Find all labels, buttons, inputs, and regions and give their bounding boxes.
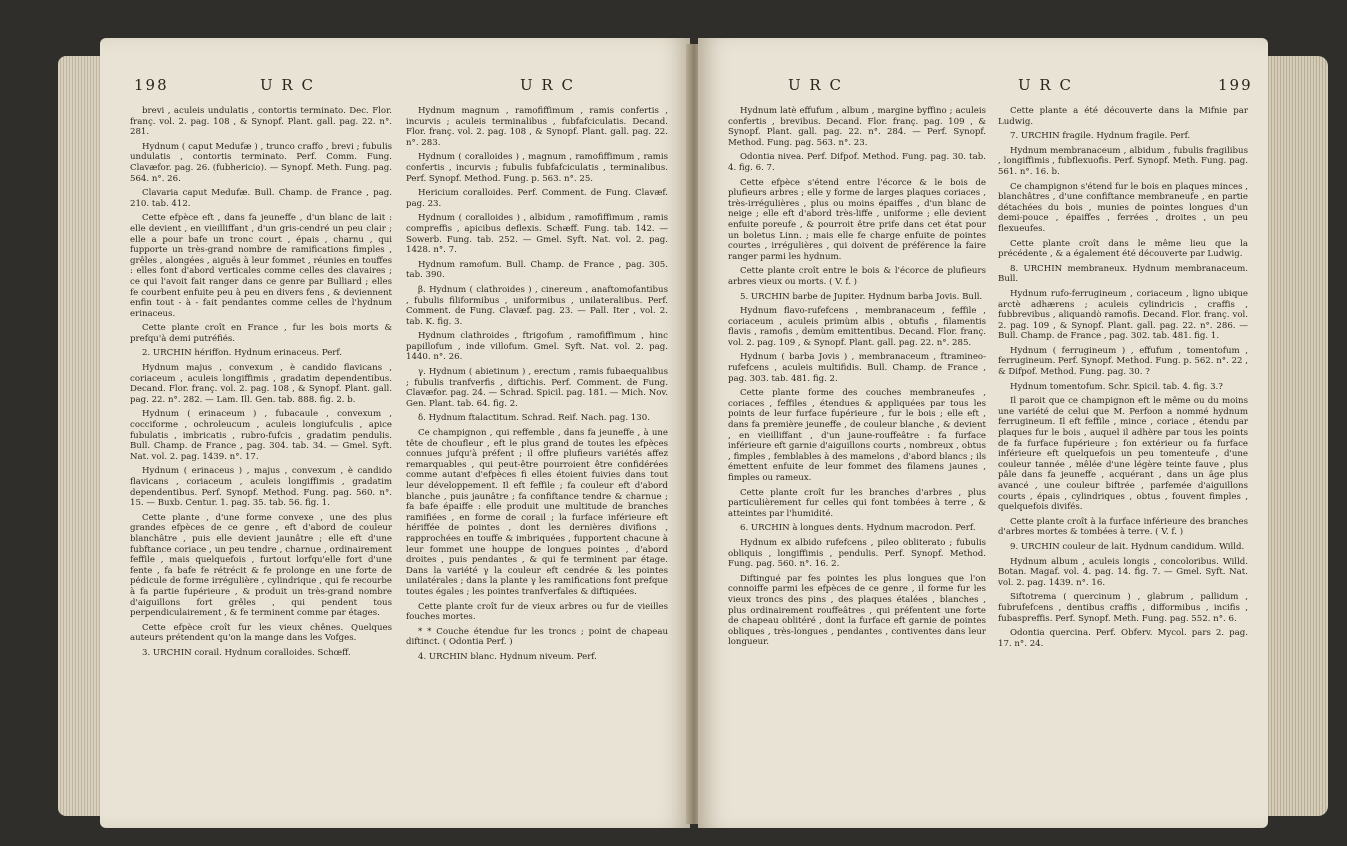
paragraph: Cette plante forme des couches membraneufes , coriaces , feffiles , étendues & appliquées par tous les points de leur furface fupérieure , fur le bois ; elle eft , dans fa première jeuneffe , de couleur blanche , & devient , en vieilliffant , d'un jaune-rouffeâtre : fa furface inférieure eft garnie d'aiguillons courts , nombreux , obtus , fimples , femblables à des mamelons , d'abord blancs ; ils émettent enfuite de leur fommet des filamens jaunes , fimples ou rameux. xyxy=(728,388,986,483)
paragraph: Hydnum ramofum. Bull. Champ. de France , pag. 305. tab. 390. xyxy=(406,259,668,281)
paragraph: Hydnum clathroides , ftrigofum , ramofiffimum , hinc papillofum , inde villofum. Gmel. Syft. Nat. vol. 2. pag. 1440. n°. 26. xyxy=(406,331,668,363)
paragraph: brevi , aculeis undulatis , contortis terminato. Dec. Flor. franç. vol. 2. pag. 108 , & Synopf. Plant. gall. pag. 22. n°. 281. xyxy=(130,106,392,138)
paragraph: Hydnum ( coralloides ) , magnum , ramofiffimum , ramis confertis , incurvis ; fubulis fubfafciculatis , terminalibus. Perf. Synopf. Method. Fung. p. 563. n°. 25. xyxy=(406,152,668,184)
left-column-1 xyxy=(130,106,392,663)
left-column-2 xyxy=(406,106,668,667)
paragraph: Hydnum latè effufum , album , margine byffino ; aculeis confertis , brevibus. Decand. Flor. franç. pag. 109 , & Synopf. Plant. gall. pag. 22. n°. 284. — Perf. Synopf. Method. Fung. pag. 563. n°. 23. xyxy=(728,106,986,148)
paragraph: Hydnum flavo-rufefcens , membranaceum , feffile , coriaceum , aculeis primùm albis , obtufis , filamentis flavis , ramofis , demùm emittentibus. Decand. Flor. franç. vol. 2. pag. 109 , & Synopf. Plant. gall. pag. 22. n°. 285. xyxy=(728,306,986,348)
paragraph: 4. URCHIN blanc. Hydnum niveum. Perf. xyxy=(418,651,597,662)
paragraph: * * Couche étendue fur les troncs ; point de chapeau diftinct. ( Odontia Perf. ) xyxy=(406,626,668,648)
paragraph: Cette plante croît fur de vieux arbres ou fur de vieilles fouches mortes. xyxy=(406,601,668,623)
paragraph: Odontia quercina. Perf. Obferv. Mycol. pars 2. pag. 17. n°. 24. xyxy=(998,628,1248,649)
paragraph: 8. URCHIN membraneux. Hydnum membranaceum. Bull. xyxy=(998,263,1248,285)
paragraph: Cette efpèce s'étend entre l'écorce & le bois de plufieurs arbres ; elle y forme de larges plaques coriaces , très-irrégulières , plus ou moins épaiffes , d'un blanc de neige ; elle eft d'abord très-liffe , uniforme ; elle devient enfuite poreufe , & pourroit être prife dans cet état pour un boletus Linn. ; mais elle fe charge enfuite de pointes courtes , irrégulières , qui doivent de préférence la faire ranger parmi les hydnum. xyxy=(728,177,986,262)
paragraph: Ce champignon s'étend fur le bois en plaques minces , blanchâtres , d'une confiftance membraneufe , en partie détachées du bois , munies de pointes longues d'un demi-pouce , épaiffes , ferrées , droites , un peu flexueufes. xyxy=(998,181,1248,234)
left-page-number: 198 xyxy=(134,76,169,94)
paragraph: 6. URCHIN à longues dents. Hydnum macrodon. Perf. xyxy=(740,523,976,534)
paragraph: Cette plante , d'une forme convexe , une des plus grandes efpèces de ce genre , eft d'abord de couleur blanchâtre , puis elle devient jaunâtre ; elle eft d'une fubftance coriace , un peu tendre , charnue , ordinairement feffile , mais quelquefois , furtout lorfqu'elle fort d'une fente , fa bafe fe rétrécit & fe prolonge en une forte de pédicule de forme irrégulière , cylindrique , qui fe recourbe à fa partie fupérieure , & produit un très-grand nombre d'aiguillons fort grêles , qui pendent tous perpendiculairement , & fe terminent comme par étages. xyxy=(130,512,392,619)
paragraph: 5. URCHIN barbe de Jupiter. Hydnum barba Jovis. Bull. xyxy=(740,291,983,302)
paragraph: Hydnum majus , convexum , è candido flavicans , coriaceum , aculeis longiffimis , gradatim dependentibus. Decand. Flor. franç. vol. 2. pag. 108 , & Synopf. Plant. gall. pag. 22. n°. 282. — Lam. Ill. Gen. tab. 888. fig. 2. b. xyxy=(130,363,392,405)
paragraph: Cette plante croît entre le bois & l'écorce de plufieurs arbres vieux ou morts. ( V. f. ) xyxy=(728,266,986,287)
paragraph: Hydnum ( erinaceum ) , fubacaule , convexum , cocciforme , ochroleucum , aculeis longiufculis , apice fubulatis , imbricatis , rubro-fufcis , gradatim pendulis. Bull. Champ. de France , pag. 304. tab. 34. — Gmel. Syft. Nat. vol. 2. pag. 1439. n°. 17. xyxy=(130,409,392,462)
paragraph: Hydnum magnum , ramofiffimum , ramis confertis , incurvis ; aculeis terminalibus , fubfafciculatis. Decand. Flor. franç. vol. 2. pag. 108 , & Synopf. Plant. gall. pag. 22. n°. 283. xyxy=(406,106,668,148)
paragraph: 2. URCHIN hériffon. Hydnum erinaceus. Perf. xyxy=(142,348,343,359)
left-running-head-b: U R C xyxy=(520,76,575,94)
paragraph: γ. Hydnum ( abietinum ) , erectum , ramis fubaequalibus ; fubulis tranfverfis , diftichis. Perf. Comment. de Fung. Clavæfor. pag. 24. — Schrad. Spicil. pag. 181. — Mich. Nov. Gen. Plant. tab. 64. fig. 2. xyxy=(406,367,668,409)
paragraph: Hydnum ex albido rufefcens , pileo obliterato ; fubulis obliquis , longiffimis , pendulis. Perf. Synopf. Method. Fung. pag. 560. n°. 16. 2. xyxy=(728,537,986,570)
right-page-number: 199 xyxy=(1218,76,1253,94)
paragraph: Hydnum rufo-ferrugineum , coriaceum , ligno ubique arctè adhærens ; aculeis cylindricis , craffis , fubbrevibus , aliquandò ramofis. Decand. Flor. franç. vol. 2. pag. 109 , & Synopf. Plant. gall. pag. 22. n°. 286. — Bull. Champ. de France , pag. 302. tab. 481. fig. 1. xyxy=(998,288,1248,342)
paragraph: Diftingué par fes pointes les plus longues que l'on connoiffe parmi les efpèces de ce genre , il forme fur les vieux troncs des pins , des plaques étalées , blanches , plus ordinairement rouffeâtres , qui préfentent une forte de chapeau oblitéré , dont la furface eft garnie de pointes obliques , très-longues , pendantes , contiventes dans leur longueur. xyxy=(728,573,986,648)
paragraph: 7. URCHIN fragile. Hydnum fragile. Perf. xyxy=(1010,131,1191,142)
paragraph: Ce champignon , qui reffemble , dans fa jeuneffe , à une tête de choufleur , eft le plus grand de toutes les efpèces connues jufqu'à préfent ; il offre plufieurs variétés affez remarquables , qui peut-être pourroient être confidérées comme autant d'efpèces fi elles étoient fuivies dans tout leur développement. Il eft feffile ; fa couleur eft d'abord blanche , puis jaunâtre ; fa confiftance tendre & charnue ; fa bafe épaiffe : elle produit une multitude de branches ramifiées , en forme de corail ; la furface inférieure eft hériffée de pointes , dont les dernières divifions , rapprochées en touffe & imbriquées , fupportent chacune à leur fommet une houppe de longues pointes , d'abord droites , puis pendantes , & qui fe terminent par étage. Dans la variété γ la couleur eft cendrée & les pointes unilatérales ; dans la plante γ les ramifications font prefque toutes égales ; les pointes tranfverfales & diftiquées. xyxy=(406,428,668,597)
paragraph: Siftotrema ( quercinum ) , glabrum , pallidum , fubrufefcens , dentibus craffis , difformibus , incifis , fubaspreffis. Perf. Synopf. Meth. Fung. pag. 552. n°. 6. xyxy=(998,592,1248,624)
paragraph: Cette efpèce eft , dans fa jeuneffe , d'un blanc de lait : elle devient , en vieilliffant , d'un gris-cendré un peu clair ; elle a pour bafe un tronc court , épais , charnu , qui fupporte un très-grand nombre de ramifications fimples , grêles , alongées , aiguës à leur fommet , réunies en touffes : elles font d'abord verticales comme celles des clavaires ; ce qui l'avoit fait ranger dans ce genre par Bulliard ; elles fe courbent enfuite peu à peu en divers fens , & deviennent enfin tout - à - fait pendantes comme celles de l'hydnum erinaceus. xyxy=(130,213,392,319)
right-page-edges xyxy=(1266,56,1328,816)
paragraph: Hericium coralloides. Perf. Comment. de Fung. Clavæf. pag. 23. xyxy=(406,188,668,209)
left-page xyxy=(100,38,690,828)
paragraph: Hydnum ( erinaceus ) , majus , convexum , è candido flavicans , coriaceum , aculeis longiffimis , gradatim dependentibus. Perf. Synopf. Method. Fung. pag. 560. n°. 15. — Buxb. Centur. 1. pag. 35. tab. 56. fig. 1. xyxy=(130,466,392,509)
paragraph: β. Hydnum ( clathroides ) , cinereum , anaftomofantibus , fubulis filiformibus , uniformibus , unilateralibus. Perf. Comment. de Fung. Clavæf. pag. 23. — Pall. Iter , vol. 2. tab. K. fig. 3. xyxy=(406,284,668,327)
right-column-1 xyxy=(728,106,986,652)
left-page-edges xyxy=(58,56,102,816)
paragraph: Cette plante croît à la furface inférieure des branches d'arbres mortes & tombées à terre. ( V. f. ) xyxy=(998,516,1248,538)
paragraph: Hydnum tomentofum. Schr. Spicil. tab. 4. fig. 3.? xyxy=(1010,381,1223,392)
paragraph: Hydnum ( coralloides ) , albidum , ramofiffimum , ramis compreffis , apicibus deflexis. Schæff. Fung. tab. 142. — Sowerb. Fung. tab. 252. — Gmel. Syft. Nat. vol. 2. pag. 1428. n°. 7. xyxy=(406,213,668,256)
paragraph: Cette plante croît en France , fur les bois morts & prefqu'à demi putréfiés. xyxy=(130,323,392,344)
paragraph: Clavaria caput Medufæ. Bull. Champ. de France , pag. 210. tab. 412. xyxy=(130,188,392,209)
paragraph: Cette plante croît fur les branches d'arbres , plus particulièrement fur celles qui font tombées à terre , & atteintes par l'humidité. xyxy=(728,487,986,519)
open-book xyxy=(30,8,1330,843)
paragraph: Hydnum ( ferrugineum ) , effufum , tomentofum , ferrugineum. Perf. Synopf. Method. Fung. p. 562. n°. 22 , & Difpof. Method. Fung. pag. 30. ? xyxy=(998,345,1248,378)
paragraph: Il paroit que ce champignon eft le même ou du moins une variété de celui que M. Perfoon a nommé hydnum ferrugineum. Il eft feffile , mince , coriace , étendu par plaques fur le bois , auquel il adhère par tous les points de fa furface fupérieure ; fon extérieur ou fa furface inférieure eft quelquefois un peu tomenteufe , d'une couleur tannée , mêlée d'une légère teinte fauve , plus pâle dans fa jeuneffe , acquérant , dans un âge plus avancé , une couleur biftrée , parfemée d'aiguillons courts , épais , cylindriques , obtus , fouvent fimples , quelquefois divifés. xyxy=(998,396,1248,513)
paragraph: 3. URCHIN corail. Hydnum coralloides. Schœff. xyxy=(142,647,351,658)
paragraph: Cette plante croît dans le même lieu que la précédente , & a également été découverte par Ludwig. xyxy=(998,238,1248,260)
right-running-head-a: U R C xyxy=(788,76,843,94)
paragraph: Odontia nivea. Perf. Difpof. Method. Fung. pag. 30. tab. 4. fig. 6. 7. xyxy=(728,152,986,173)
paragraph: Cette plante a été découverte dans la Mifnie par Ludwig. xyxy=(998,106,1248,127)
paragraph: Hydnum ( caput Medufæ ) , trunco craffo , brevi ; fubulis undulatis , contortis terminato. Perf. Comm. Fung. Clavæfor. pag. 26. (fubhericio). — Synopf. Meth. Fung. pag. 564. n°. 26. xyxy=(130,141,392,184)
right-running-head-b: U R C xyxy=(1018,76,1073,94)
paragraph: Hydnum ( barba Jovis ) , membranaceum , ftramineo-rufefcens , aculeis multifidis. Bull. Champ. de France , pag. 303. tab. 481. fig. 2. xyxy=(728,352,986,384)
right-page xyxy=(698,38,1268,828)
paragraph: δ. Hydnum ftalactitum. Schrad. Reif. Nach. pag. 130. xyxy=(418,413,650,424)
right-column-2 xyxy=(998,106,1248,653)
paragraph: 9. URCHIN couleur de lait. Hydnum candidum. Willd. xyxy=(1010,541,1245,552)
paragraph: Cette efpèce croît fur les vieux chênes. Quelques auteurs prétendent qu'on la mange dans les Vofges. xyxy=(130,622,392,644)
left-running-head-a: U R C xyxy=(260,76,315,94)
paragraph: Hydnum membranaceum , albidum , fubulis fragilibus , longiffimis , fubflexuofis. Perf. Synopf. Meth. Fung. pag. 561. n°. 16. b. xyxy=(998,145,1248,177)
paragraph: Hydnum album , aculeis longis , concoloribus. Willd. Botan. Magaf. vol. 4. pag. 14. fig. 7. — Gmel. Syft. Nat. vol. 2. pag. 1439. n°. 16. xyxy=(998,556,1248,588)
